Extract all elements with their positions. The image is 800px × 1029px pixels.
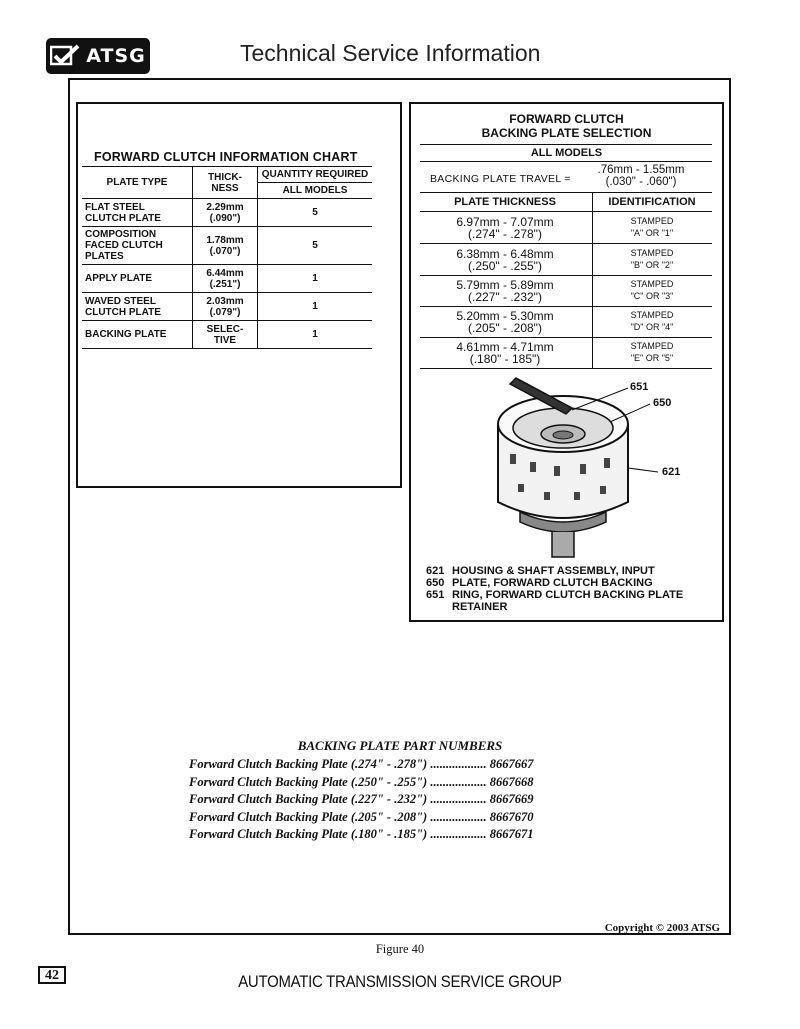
logo-text: ATSG xyxy=(86,45,146,67)
parts-title: BACKING PLATE PART NUMBERS xyxy=(297,738,503,753)
legend-item: 650 PLATE, FORWARD CLUTCH BACKING xyxy=(426,577,653,589)
legend-item: RETAINER xyxy=(452,601,508,613)
table-row xyxy=(82,199,372,227)
info-chart-title: FORWARD CLUTCH INFORMATION CHART xyxy=(94,150,358,164)
thickness-cell: 1.78mm (.070") xyxy=(193,227,258,265)
thickness-in: (.250" - .255") xyxy=(468,259,542,273)
thickness-mm: 4.61mm - 4.71mm xyxy=(456,340,554,354)
divider xyxy=(420,275,712,276)
divider xyxy=(420,337,712,338)
legend-item: 621 HOUSING & SHAFT ASSEMBLY, INPUT xyxy=(426,565,655,577)
quantity-cell: 1 xyxy=(258,293,373,321)
stamp-id: "B" OR "2" xyxy=(630,260,674,270)
thickness-cell: 6.44mm (.251") xyxy=(193,265,258,293)
travel-in: (.030" - .060") xyxy=(605,176,677,188)
divider xyxy=(420,306,712,307)
col-plate-thickness: PLATE THICKNESS xyxy=(454,196,556,208)
divider xyxy=(420,368,712,369)
thickness-in: (.227" - .232") xyxy=(468,290,542,304)
divider xyxy=(420,243,712,244)
footer: AUTOMATIC TRANSMISSION SERVICE GROUP xyxy=(238,972,562,991)
parts-legend xyxy=(426,565,683,613)
stamp-label: STAMPED xyxy=(630,216,674,226)
thickness-in: (.205" - .208") xyxy=(468,321,542,335)
plate-type-cell: FLAT STEEL CLUTCH PLATE xyxy=(82,199,193,227)
table-row xyxy=(82,265,372,293)
table-row xyxy=(82,227,372,265)
callout-651: 651 xyxy=(630,381,649,393)
stamp-label: STAMPED xyxy=(630,248,674,258)
plate-type-cell: COMPOSITION FACED CLUTCH PLATES xyxy=(82,227,193,265)
thickness-mm: 5.79mm - 5.89mm xyxy=(456,278,554,292)
divider xyxy=(420,161,712,162)
checkmark-icon xyxy=(50,44,80,68)
list-item: Forward Clutch Backing Plate (.250" - .255") .................. 8667668 xyxy=(189,774,534,789)
thickness-cell: 2.29mm (.090") xyxy=(193,199,258,227)
list-item: Forward Clutch Backing Plate (.205" - .208") .................. 8667670 xyxy=(189,809,534,824)
thickness-in: (.274" - .278") xyxy=(468,227,542,241)
plate-type-cell: APPLY PLATE xyxy=(82,265,193,293)
stamp-id: "E" OR "5" xyxy=(630,353,674,363)
callout-621: 621 xyxy=(662,466,681,478)
divider xyxy=(420,144,712,145)
travel-value xyxy=(596,164,686,188)
col-all-models: ALL MODELS xyxy=(258,183,373,199)
figure-caption: Figure 40 xyxy=(375,942,425,956)
page-number: 42 xyxy=(38,966,66,984)
list-item: Forward Clutch Backing Plate (.227" - .232") .................. 8667669 xyxy=(189,792,534,807)
col-plate-type: PLATE TYPE xyxy=(82,167,193,199)
stamp-label: STAMPED xyxy=(630,341,674,351)
page-title: Technical Service Information xyxy=(240,40,541,66)
stamp-label: STAMPED xyxy=(630,279,674,289)
thickness-mm: 6.97mm - 7.07mm xyxy=(456,215,554,229)
quantity-cell: 5 xyxy=(258,227,373,265)
stamp-id: "A" OR "1" xyxy=(630,228,674,238)
stamp-id: "C" OR "3" xyxy=(630,291,674,301)
table-row xyxy=(82,293,372,321)
callout-650: 650 xyxy=(653,397,672,409)
col-quantity: QUANTITY REQUIRED xyxy=(258,167,373,183)
plate-type-cell: WAVED STEEL CLUTCH PLATE xyxy=(82,293,193,321)
stamp-id: "D" OR "4" xyxy=(630,322,674,332)
list-item: Forward Clutch Backing Plate (.274" - .278") .................. 8667667 xyxy=(189,757,534,771)
table-row xyxy=(82,321,372,349)
thickness-in: (.180" - 185") xyxy=(469,352,541,366)
thickness-mm: 5.20mm - 5.30mm xyxy=(456,309,554,323)
divider xyxy=(420,192,712,193)
list-item: Forward Clutch Backing Plate (.180" - .185") .................. 8667671 xyxy=(189,827,534,842)
divider xyxy=(420,211,712,212)
quantity-cell: 1 xyxy=(258,321,373,349)
atsg-logo xyxy=(46,38,150,74)
travel-label: BACKING PLATE TRAVEL = xyxy=(430,173,571,185)
all-models-label: ALL MODELS xyxy=(530,147,603,159)
stamp-label: STAMPED xyxy=(630,310,674,320)
thickness-cell: SELEC- TIVE xyxy=(193,321,258,349)
col-identification: IDENTIFICATION xyxy=(608,196,696,208)
quantity-cell: 5 xyxy=(258,199,373,227)
selection-title-2: BACKING PLATE SELECTION xyxy=(481,126,652,140)
thickness-cell: 2.03mm (.079") xyxy=(193,293,258,321)
selection-title-1: FORWARD CLUTCH xyxy=(509,112,624,126)
legend-item: 651 RING, FORWARD CLUTCH BACKING PLATE xyxy=(426,589,684,601)
col-thickness: THICK- NESS xyxy=(193,167,258,199)
thickness-mm: 6.38mm - 6.48mm xyxy=(456,247,554,261)
copyright: Copyright © 2003 ATSG xyxy=(604,922,720,934)
travel-mm: .76mm - 1.55mm xyxy=(597,164,685,176)
info-chart-table xyxy=(82,166,372,349)
plate-type-cell: BACKING PLATE xyxy=(82,321,193,349)
part-numbers-list xyxy=(189,756,533,844)
quantity-cell: 1 xyxy=(258,265,373,293)
